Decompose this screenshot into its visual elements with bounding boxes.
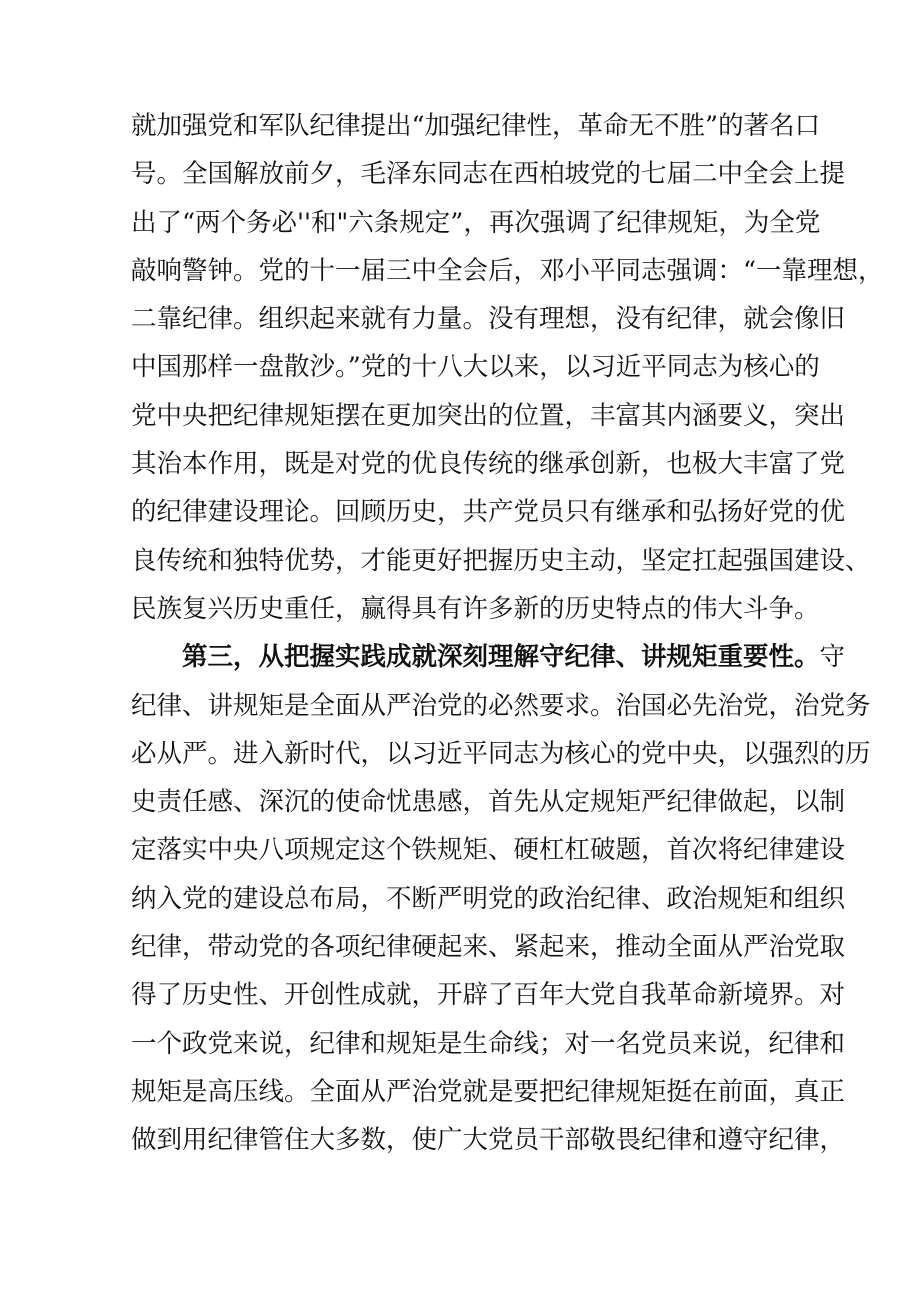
paragraph-2 [131, 633, 871, 1164]
text-line: 中国那样一盘散沙。”党的十八大以来，以习近平同志为核心的 [131, 352, 820, 383]
text-line: 必从严。进入新时代，以习近平同志为核心的党中央，以强烈的历 [131, 738, 871, 769]
section-heading: 第三，从把握实践成就深刻理解守纪律、讲规矩重要性。 [182, 642, 820, 673]
text-line: 敲响警钟。党的十一届三中全会后，邓小平同志强调：“一靠理想， [131, 255, 884, 286]
text-line: 的纪律建设理论。回顾历史，共产党员只有继承和弘扬好党的优 [131, 497, 846, 528]
text-line: 史责任感、深沉的使命忧患感，首先从定规矩严纪律做起，以制 [131, 787, 846, 818]
paragraph-first-line [131, 633, 846, 681]
text-line: 民族复兴历史重任，赢得具有许多新的历史特点的伟大斗争。 [131, 593, 820, 624]
paragraph-1 [131, 102, 884, 633]
body-text [131, 102, 884, 1165]
text-line: 纪律，带动党的各项纪律硬起来、紧起来，推动全面从严治党取 [131, 932, 846, 963]
text-line: 号。全国解放前夕，毛泽东同志在西柏坡党的七届二中全会上提 [131, 159, 846, 190]
text-line: 二靠纪律。组织起来就有力量。没有理想，没有纪律，就会像旧 [131, 304, 846, 335]
text-line: 良传统和独特优势，才能更好把握历史主动，坚定扛起强国建设、 [131, 545, 871, 576]
text-line: 出了“两个务必''和"六条规定”，再次强调了纪律规矩，为全党 [131, 207, 821, 238]
text-line: 做到用纪律管住大多数，使广大党员干部敬畏纪律和遵守纪律， [131, 1125, 846, 1156]
text-line: 定落实中央八项规定这个铁规矩、硬杠杠破题，首次将纪律建设 [131, 835, 846, 866]
text-line: 纪律、讲规矩是全面从严治党的必然要求。治国必先治党，治党务 [131, 690, 871, 721]
text-line: 纳入党的建设总布局，不断严明党的政治纪律、政治规矩和组织 [131, 883, 846, 914]
text-line: 规矩是高压线。全面从严治党就是要把纪律规矩挺在前面，真正 [131, 1076, 846, 1107]
text-line: 就加强党和军队纪律提出“加强纪律性，革命无不胜”的著名口 [131, 111, 821, 141]
text-run: 守 [819, 642, 846, 673]
text-line: 一个政党来说，纪律和规矩是生命线；对一名党员来说，纪律和 [131, 1028, 846, 1059]
text-line: 其治本作用，既是对党的优良传统的继承创新，也极大丰富了党 [131, 449, 846, 480]
text-line: 党中央把纪律规矩摆在更加突出的位置，丰富其内涵要义，突出 [131, 400, 846, 431]
text-line: 得了历史性、开创性成就，开辟了百年大党自我革命新境界。对 [131, 980, 846, 1011]
